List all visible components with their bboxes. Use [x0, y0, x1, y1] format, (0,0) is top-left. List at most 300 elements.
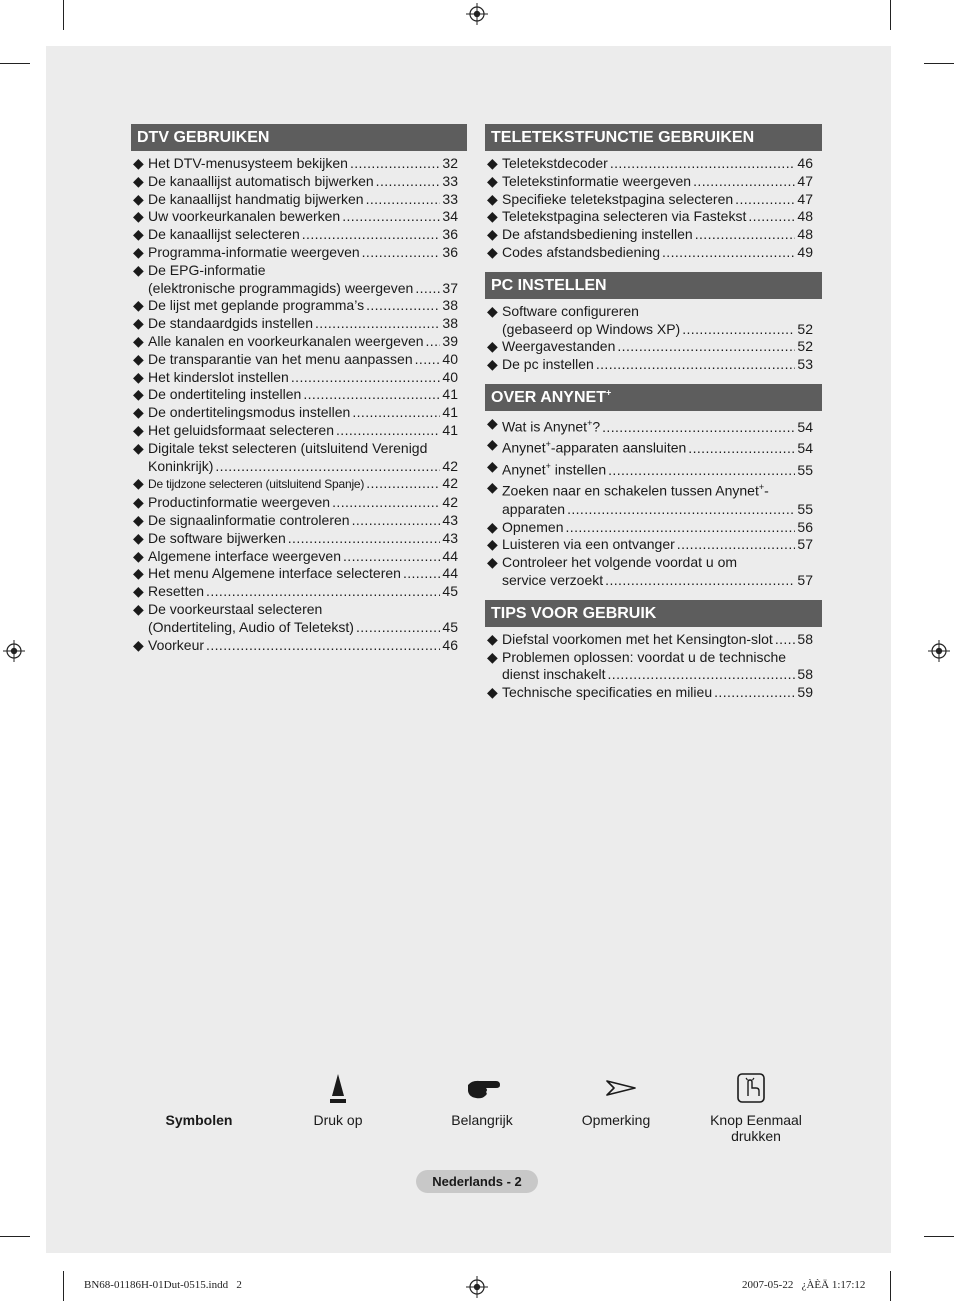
toc-entry-title: De standaardgids instellen: [148, 315, 313, 332]
toc-entry-body: [502, 458, 813, 479]
toc-section: [131, 124, 467, 654]
toc-entry-text: [502, 684, 712, 702]
dot-leader: [206, 583, 440, 601]
dot-leader: [426, 333, 441, 351]
dot-leader: [617, 338, 795, 356]
toc-entry[interactable]: [133, 369, 458, 387]
toc-page-number: 45: [442, 618, 458, 635]
toc-entry-text: [148, 601, 322, 619]
toc-entry[interactable]: [133, 173, 458, 191]
bullet-diamond-icon: ◆: [133, 421, 144, 438]
toc-entry-text: [148, 494, 330, 512]
toc-entry-body: [502, 631, 813, 649]
crop-mark: [890, 0, 891, 30]
bullet-diamond-icon: ◆: [133, 439, 144, 456]
toc-page-number: 41: [442, 404, 458, 421]
toc-page-number: 46: [797, 155, 813, 171]
toc-entry[interactable]: [487, 338, 813, 356]
toc-page-number: 41: [442, 386, 458, 403]
toc-entry-line: [502, 554, 813, 572]
dot-leader: [714, 684, 795, 702]
toc-page-number: 36: [442, 243, 458, 260]
toc-entry-title: Anynet: [502, 461, 546, 478]
toc-entry-title: Programma-informatie weergeven: [148, 243, 360, 260]
toc-entry-text: [502, 415, 600, 436]
dot-leader: [415, 351, 441, 369]
toc-entry-body: [148, 440, 458, 476]
section-title: OVER ANYNET: [491, 388, 606, 406]
toc-entry[interactable]: [133, 155, 458, 173]
symbols-legend: [131, 1068, 831, 1158]
toc-page-number: 40: [442, 368, 458, 385]
toc-entry[interactable]: [133, 226, 458, 244]
toc-entry-text: [502, 631, 773, 649]
dot-leader: [662, 244, 795, 262]
toc-entry-line: [148, 386, 458, 404]
toc-entry[interactable]: [133, 512, 458, 530]
toc-entry-title: Zoeken naar en schakelen tussen Anynet: [502, 482, 759, 499]
toc-entry-body: [502, 226, 813, 244]
toc-entry-body: [148, 583, 458, 601]
dot-leader: [748, 208, 795, 226]
toc-entry[interactable]: [133, 404, 458, 422]
dot-leader: [567, 501, 795, 519]
toc-entry[interactable]: [487, 536, 813, 554]
toc-entry-list: [485, 303, 822, 374]
toc-entry-body: [148, 226, 458, 244]
toc-entry-title: Productinformatie weergeven: [148, 494, 331, 511]
toc-entry-line: [148, 351, 458, 369]
toc-entry-text: [502, 536, 675, 554]
toc-entry[interactable]: [133, 191, 458, 209]
dot-leader: [608, 462, 795, 480]
toc-entry-text: [148, 440, 427, 458]
toc-entry-line: [148, 191, 458, 209]
toc-entry-title: Opnemen: [502, 518, 564, 535]
toc-entry-title-suffix: -apparaten aansluiten: [550, 440, 687, 457]
toc-entry-text: [148, 386, 301, 404]
toc-entry-text: [148, 404, 350, 422]
toc-entry-title: De afstandsbediening instellen: [502, 226, 693, 243]
toc-entry-title: Luisteren via een ontvanger: [502, 536, 675, 553]
toc-entry-body: [502, 191, 813, 209]
toc-entry[interactable]: [133, 548, 458, 566]
toc-entry[interactable]: [133, 601, 458, 637]
toc-entry-line: [502, 356, 813, 374]
toc-entry-body: [148, 565, 458, 583]
toc-entry-line: [502, 303, 813, 321]
toc-page-number: 32: [442, 155, 458, 171]
dot-leader: [336, 422, 440, 440]
note-label: Opmerking: [581, 1112, 651, 1128]
toc-entry-text: [502, 321, 680, 339]
dot-leader: [596, 356, 796, 374]
toc-entry-text: [148, 369, 289, 387]
dot-leader: [682, 321, 795, 339]
toc-entry-line: [148, 280, 458, 298]
toc-page-number: 39: [442, 332, 458, 349]
toc-page-number: 38: [442, 315, 458, 332]
toc-entry-body: [502, 554, 813, 590]
toc-entry-body: [502, 244, 813, 262]
dot-leader: [302, 226, 441, 244]
toc-entry-line: [502, 649, 813, 667]
bullet-diamond-icon: ◆: [487, 190, 498, 207]
toc-entry[interactable]: [133, 583, 458, 601]
toc-entry[interactable]: [487, 191, 813, 209]
toc-entry-line: [148, 565, 458, 583]
toc-entry-text: [502, 666, 606, 684]
section-title: TIPS VOOR GEBRUIK: [491, 604, 657, 622]
toc-entry-text: [502, 173, 691, 191]
toc-entry-line: [502, 684, 813, 702]
toc-entry-line: [502, 436, 813, 457]
dot-leader: [605, 572, 795, 590]
toc-entry-text: [502, 226, 693, 244]
toc-entry-body: [148, 475, 458, 494]
toc-page-number: 33: [442, 172, 458, 189]
bullet-diamond-icon: ◆: [133, 494, 144, 511]
toc-entry-title: Uw voorkeurkanalen bewerken: [148, 208, 341, 225]
toc-entry[interactable]: [133, 244, 458, 262]
symbols-title: Symbolen: [165, 1112, 233, 1128]
toc-entry[interactable]: [487, 415, 813, 436]
section-header: [485, 272, 822, 299]
toc-entry-text: [148, 155, 348, 173]
toc-entry-line: [148, 530, 458, 548]
toc-entry-body: [148, 404, 458, 422]
bullet-diamond-icon: ◆: [487, 356, 498, 373]
toc-entry[interactable]: [133, 530, 458, 548]
toc-page-number: 44: [442, 565, 458, 582]
toc-page-number: 42: [442, 475, 458, 492]
dot-leader: [376, 173, 441, 191]
toc-entry-title: Resetten: [148, 583, 205, 600]
toc-entry-title: (elektronische programmagids) weergeven: [148, 279, 414, 296]
crop-mark: [63, 0, 64, 30]
toc-section: [485, 124, 822, 262]
dot-leader: [608, 666, 796, 684]
toc-entry-text: [502, 519, 563, 537]
toc-entry-list: [485, 155, 822, 262]
toc-entry-body: [502, 303, 813, 339]
toc-entry-line: [502, 244, 813, 262]
toc-entry-text: [148, 583, 204, 601]
toc-entry-body: [148, 173, 458, 191]
registration-mark-icon: [928, 640, 950, 662]
dot-leader: [206, 637, 440, 655]
toc-entry-title: Teletekstinformatie weergeven: [502, 172, 692, 189]
toc-entry[interactable]: [133, 262, 458, 298]
toc-entry[interactable]: [133, 297, 458, 315]
toc-entry[interactable]: [133, 440, 458, 476]
dot-leader: [303, 386, 440, 404]
toc-entry-body: [502, 684, 813, 702]
toc-entry-body: [148, 333, 458, 351]
toc-entry-list: [131, 155, 467, 654]
important-hand-icon: [466, 1078, 502, 1100]
toc-entry-title: (gebaseerd op Windows XP): [502, 320, 681, 337]
toc-entry-body: [148, 548, 458, 566]
toc-entry-text: [148, 351, 413, 369]
registration-mark-icon: [466, 3, 488, 25]
toc-entry-title: service verzoekt: [502, 571, 604, 588]
toc-entry-title: Het DTV-menusysteem bekijken: [148, 155, 348, 171]
toc-entry-body: [148, 262, 458, 298]
toc-page-number: 34: [442, 208, 458, 225]
toc-entry-title: Weergavestanden: [502, 338, 616, 355]
section-header: [485, 384, 822, 411]
toc-entry-line: [502, 666, 813, 684]
bullet-diamond-icon: ◆: [487, 243, 498, 260]
toc-entry[interactable]: [487, 173, 813, 191]
bullet-diamond-icon: ◆: [487, 554, 498, 571]
toc-page-number: 42: [442, 494, 458, 511]
toc-entry-text: [148, 422, 334, 440]
toc-entry-body: [148, 637, 458, 655]
toc-entry[interactable]: [133, 565, 458, 583]
toc-entry-line: [148, 208, 458, 226]
toc-entry-title: Wat is Anynet: [502, 418, 588, 435]
section-header: [131, 124, 467, 151]
toc-entry-text: [148, 226, 300, 244]
bullet-diamond-icon: ◆: [487, 648, 498, 665]
toc-entry[interactable]: [133, 475, 458, 494]
toc-page-number: 58: [797, 630, 813, 647]
dot-leader: [291, 369, 441, 387]
toc-page-number: 55: [797, 461, 813, 478]
toc-entry[interactable]: [487, 649, 813, 685]
toc-entry[interactable]: [487, 554, 813, 590]
toc-entry-title-suffix: ?: [592, 418, 601, 435]
toc-entry[interactable]: [133, 494, 458, 512]
bullet-diamond-icon: ◆: [133, 583, 144, 600]
toc-entry-body: [148, 422, 458, 440]
toc-entry-line: [148, 637, 458, 655]
bullet-diamond-icon: ◆: [487, 155, 498, 171]
toc-page-number: 52: [797, 338, 813, 355]
dot-leader: [366, 475, 440, 493]
toc-entry-text: [502, 356, 594, 374]
dot-leader: [332, 494, 440, 512]
toc-entry-line: [148, 475, 458, 494]
toc-entry-line: [148, 404, 458, 422]
toc-entry-text: [502, 501, 565, 519]
dot-leader: [403, 565, 440, 583]
toc-entry-title-suffix: -: [764, 482, 769, 499]
toc-entry-title: De transparantie van het menu aanpassen: [148, 350, 413, 367]
dot-leader: [610, 155, 796, 173]
toc-entry-line: [502, 173, 813, 191]
toc-entry-line: [502, 155, 813, 173]
toc-entry-line: [148, 440, 458, 458]
toc-entry-line: [502, 519, 813, 537]
toc-entry-text: [502, 572, 603, 590]
toc-entry-title: (Ondertiteling, Audio of Teletekst): [148, 618, 354, 635]
bullet-diamond-icon: ◆: [133, 190, 144, 207]
toc-entry-title: Algemene interface weergeven: [148, 547, 342, 564]
toc-entry-body: [148, 601, 458, 637]
toc-entry-line: [148, 226, 458, 244]
toc-entry[interactable]: [487, 226, 813, 244]
toc-entry-title: Technische specificaties en milieu: [502, 684, 713, 701]
toc-entry-text: [502, 338, 615, 356]
toc-entry-title: De ondertitelingsmodus instellen: [148, 404, 351, 421]
bullet-diamond-icon: ◆: [133, 297, 144, 314]
toc-entry[interactable]: [133, 315, 458, 333]
toc-entry-title: apparaten: [502, 500, 566, 517]
toc-entry-sup: +: [545, 460, 551, 471]
one-touch-button-icon: [736, 1072, 766, 1104]
toc-entry-line: [502, 208, 813, 226]
toc-entry-title-suffix: instellen: [550, 461, 607, 478]
toc-entry-body: [502, 536, 813, 554]
toc-entry-title: De pc instellen: [502, 356, 594, 373]
dot-leader: [342, 208, 440, 226]
toc-entry-line: [148, 297, 458, 315]
toc-entry-body: [148, 155, 458, 173]
bullet-diamond-icon: ◆: [133, 547, 144, 564]
imprint-date: 2007-05-22 ¿ÀÈÄ 1:17:12: [742, 1279, 866, 1291]
registration-mark-icon: [3, 640, 25, 662]
toc-entry-text: [502, 458, 606, 479]
toc-entry-text: [148, 637, 204, 655]
section-title: PC INSTELLEN: [491, 276, 607, 294]
toc-entry-text: [148, 476, 364, 494]
toc-entry-text: [502, 554, 737, 572]
toc-page-number: 46: [442, 636, 458, 653]
toc-entry-title: Het kinderslot instellen: [148, 368, 289, 385]
section-title: TELETEKSTFUNCTIE GEBRUIKEN: [491, 129, 755, 146]
toc-section: [485, 600, 822, 702]
toc-entry[interactable]: [487, 458, 813, 479]
bullet-diamond-icon: ◆: [487, 479, 498, 496]
toc-entry[interactable]: [133, 422, 458, 440]
toc-page-number: 59: [797, 684, 813, 701]
toc-entry-text: [502, 479, 769, 500]
bullet-diamond-icon: ◆: [133, 226, 144, 243]
toc-page-number: 47: [797, 190, 813, 207]
toc-entry-title: dienst inschakelt: [502, 666, 606, 683]
dot-leader: [352, 512, 441, 530]
toc-entry-body: [502, 519, 813, 537]
bullet-diamond-icon: ◆: [133, 208, 144, 225]
toc-page-number: 54: [797, 418, 813, 435]
toc-entry[interactable]: [487, 479, 813, 518]
toc-entry-body: [502, 436, 813, 457]
toc-entry-body: [148, 386, 458, 404]
toc-entry-line: [148, 244, 458, 262]
toc-entry-line: [502, 321, 813, 339]
toc-entry[interactable]: [133, 333, 458, 351]
bullet-diamond-icon: ◆: [133, 529, 144, 546]
toc-entry-text: [148, 315, 313, 333]
toc-entry-body: [148, 530, 458, 548]
section-header: [485, 600, 822, 627]
toc-entry-text: [148, 244, 360, 262]
toc-page-number: 47: [797, 172, 813, 189]
toc-entry-text: [502, 208, 746, 226]
toc-entry-title: De signaalinformatie controleren: [148, 511, 350, 528]
important-label: Belangrijk: [451, 1112, 513, 1128]
toc-page-number: 48: [797, 208, 813, 225]
toc-entry-body: [148, 315, 458, 333]
toc-entry-body: [148, 494, 458, 512]
toc-entry-line: [502, 631, 813, 649]
press-icon: [329, 1072, 347, 1106]
toc-entry-title: Software configureren: [502, 302, 639, 319]
press-label: Druk op: [313, 1112, 363, 1128]
toc-entry[interactable]: [133, 351, 458, 369]
toc-entry[interactable]: [487, 631, 813, 649]
bullet-diamond-icon: ◆: [133, 332, 144, 349]
dot-leader: [695, 226, 796, 244]
section-title: DTV GEBRUIKEN: [137, 129, 270, 146]
toc-entry-line: [502, 501, 813, 519]
toc-entry[interactable]: [133, 208, 458, 226]
toc-entry-line: [148, 155, 458, 173]
toc-entry-text: [148, 262, 265, 280]
toc-entry-body: [502, 173, 813, 191]
toc-entry-line: [502, 572, 813, 590]
toc-entry[interactable]: [133, 637, 458, 655]
toc-entry[interactable]: [487, 519, 813, 537]
toc-entry-text: [148, 173, 374, 191]
toc-page-number: 38: [442, 297, 458, 314]
toc-page-number: 43: [442, 529, 458, 546]
toc-entry-body: [148, 369, 458, 387]
dot-leader: [215, 458, 440, 476]
toc-entry[interactable]: [487, 208, 813, 226]
toc-section: [485, 272, 822, 374]
toc-entry-line: [148, 315, 458, 333]
toc-entry[interactable]: [133, 386, 458, 404]
toc-entry-text: [148, 208, 340, 226]
dot-leader: [288, 530, 441, 548]
toc-entry-title: Het menu Algemene interface selecteren: [148, 565, 401, 582]
toc-entry[interactable]: [487, 155, 813, 173]
toc-entry-text: [148, 512, 350, 530]
toc-entry-body: [502, 356, 813, 374]
toc-entry-title: Specifieke teletekstpagina selecteren: [502, 190, 734, 207]
bullet-diamond-icon: ◆: [133, 404, 144, 421]
toc-page-number: 42: [442, 457, 458, 474]
toc-entry-title: Teletekstdecoder: [502, 155, 608, 171]
toc-entry-body: [148, 244, 458, 262]
toc-entry-text: [148, 619, 354, 637]
toc-page-number: 56: [797, 518, 813, 535]
toc-entry[interactable]: [487, 436, 813, 457]
toc-page-number: 48: [797, 226, 813, 243]
note-arrow-icon: [606, 1080, 636, 1096]
toc-entry[interactable]: [487, 244, 813, 262]
bullet-diamond-icon: ◆: [487, 457, 498, 474]
toc-entry-text: [502, 303, 639, 321]
toc-entry[interactable]: [487, 356, 813, 374]
toc-entry-body: [502, 155, 813, 173]
toc-entry-line: [148, 262, 458, 280]
toc-entry-text: [148, 565, 401, 583]
dot-leader: [352, 404, 440, 422]
bullet-diamond-icon: ◆: [133, 511, 144, 528]
toc-entry-title: De lijst met geplande programma’s: [148, 297, 365, 314]
bullet-diamond-icon: ◆: [487, 208, 498, 225]
bullet-diamond-icon: ◆: [133, 636, 144, 653]
dot-leader: [775, 631, 796, 649]
toc-entry[interactable]: [487, 684, 813, 702]
toc-entry[interactable]: [487, 303, 813, 339]
toc-entry-line: [502, 415, 813, 436]
